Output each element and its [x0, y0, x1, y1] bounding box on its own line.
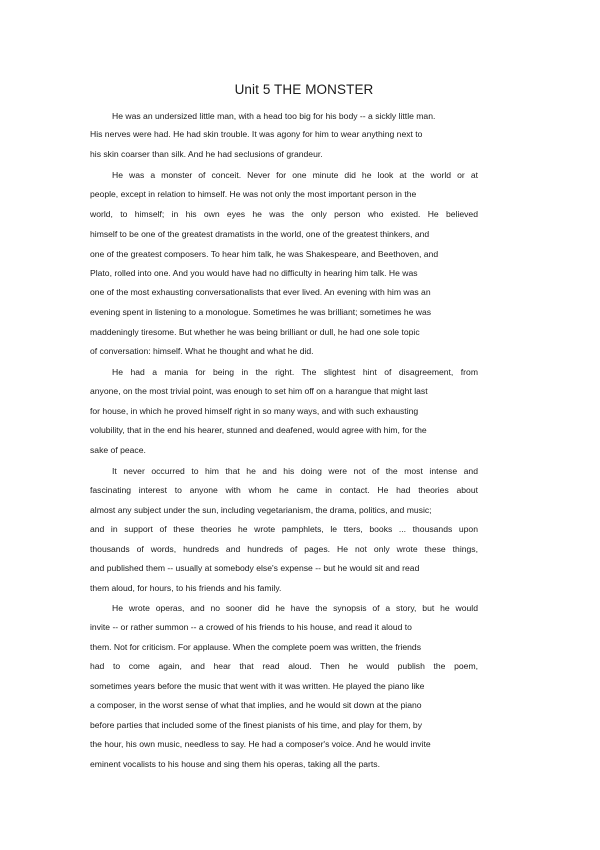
text-line: anyone, on the most trivial point, was enough to set him off on a harangue that might last — [90, 386, 428, 396]
text-line: of conversation: himself. What he thought and what he did. — [90, 346, 314, 356]
text-line: He had a mania for being in the right. The slightest hint of disagreement, from — [112, 367, 478, 377]
text-line: and published them -- usually at somebody else's expense -- but he would sit and read — [90, 563, 420, 573]
text-line: and in support of these theories he wrote pamphlets, le tters, books ... thousands upon — [90, 524, 478, 534]
text-line: before parties that included some of the finest pianists of his time, and play for them, by — [90, 720, 422, 730]
text-line: his skin coarser than silk. And he had seclusions of grandeur. — [90, 149, 323, 159]
text-line: them. Not for criticism. For applause. When the complete poem was written, the friends — [90, 642, 421, 652]
text-line: world, to himself; in his own eyes he was the only person who existed. He believed — [90, 209, 478, 219]
text-line: sake of peace. — [90, 445, 146, 455]
text-line: the hour, his own music, needless to say. He had a composer's voice. And he would invite — [90, 739, 431, 749]
text-line: He wrote operas, and no sooner did he have the synopsis of a story, but he would — [112, 603, 478, 613]
text-line: sometimes years before the music that went with it was written. He played the piano like — [90, 681, 425, 691]
text-line: eminent vocalists to his house and sing them his operas, taking all the parts. — [90, 759, 380, 769]
text-line: He was an undersized little man, with a head too big for his body -- a sickly little man. — [112, 111, 436, 121]
text-line: himself to be one of the greatest dramatists in the world, one of the greatest thinkers, and — [90, 229, 430, 239]
text-line: He was a monster of conceit. Never for one minute did he look at the world or at — [112, 170, 478, 180]
text-line: invite -- or rather summon -- a crowed of his friends to his house, and read it aloud to — [90, 622, 412, 632]
text-line: people, except in relation to himself. He was not only the most important person in the — [90, 189, 417, 199]
text-line: evening spent in listening to a monologue. Sometimes he was brilliant; sometimes he was — [90, 307, 432, 317]
text-line: had to come again, and hear that read aloud. Then he would publish the poem, — [90, 661, 478, 671]
text-line: maddeningly tiresome. But whether he was being brilliant or dull, he had one sole topic — [90, 327, 420, 337]
text-line: volubility, that in the end his hearer, stunned and deafened, would agree with him, for the — [90, 425, 427, 435]
page-title: Unit 5 THE MONSTER — [234, 82, 374, 97]
text-line: them aloud, for hours, to his friends and his family. — [90, 583, 282, 593]
text-line: for house, in which he proved himself right in so many ways, and with such exhausting — [90, 406, 419, 416]
text-line: thousands of words, hundreds and hundreds of pages. He not only wrote these things, — [90, 544, 478, 554]
text-line: Plato, rolled into one. And you would have had no difficulty in hearing him talk. He was — [90, 268, 418, 278]
text-line: one of the greatest composers. To hear him talk, he was Shakespeare, and Beethoven, and — [90, 249, 439, 259]
text-line: fascinating interest to anyone with whom he came in contact. He had theories about — [90, 485, 478, 495]
text-line: one of the most exhausting conversationalists that ever lived. An evening with him was an — [90, 287, 431, 297]
text-line: It never occurred to him that he and his doing were not of the most intense and — [112, 466, 478, 476]
text-line: almost any subject under the sun, including vegetarianism, the drama, politics, and music; — [90, 505, 432, 515]
text-line: His nerves were had. He had skin trouble. It was agony for him to wear anything next to — [90, 129, 423, 139]
text-line: a composer, in the worst sense of what that implies, and he would sit down at the piano — [90, 700, 422, 710]
